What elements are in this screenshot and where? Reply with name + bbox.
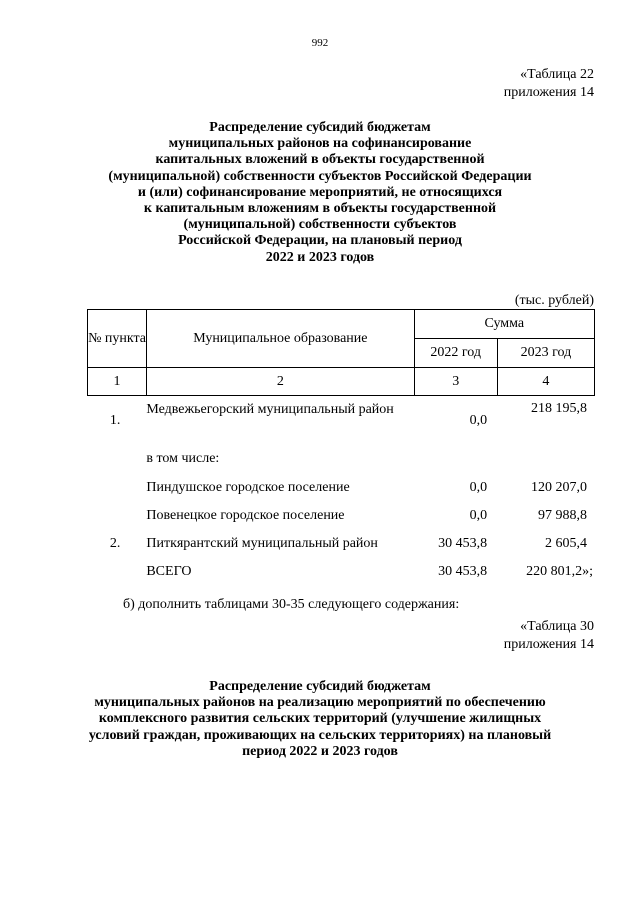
row-name: ВСЕГО (146, 564, 192, 579)
units-label: (тыс. рублей) (514, 293, 594, 308)
row-2022: 0,0 (469, 413, 488, 428)
header-num: № пункта (88, 310, 147, 368)
row-num: 2. (109, 536, 121, 551)
row-name: Повенецкое городское поселение (146, 508, 345, 523)
title-subsidies-rural (60, 679, 580, 760)
row-2022: 0,0 (469, 480, 488, 495)
row-name: Питкярантский муниципальный район (146, 536, 378, 551)
caption-line: приложения 14 (503, 637, 594, 652)
caption-line: приложения 14 (503, 85, 594, 100)
row-2022: 30 453,8 (438, 564, 488, 579)
page-number: 992 (311, 37, 329, 49)
table-row (87, 530, 595, 558)
row-2022 (407, 444, 493, 474)
row-num (87, 558, 143, 586)
table-30-caption (504, 618, 594, 654)
row-2022: 0,0 (469, 508, 488, 523)
row-2022: 30 453,8 (438, 536, 488, 551)
title-line: Распределение субсидий бюджетам (209, 679, 431, 694)
title-subsidies-capital (70, 120, 570, 266)
header-col-2: 2 (147, 368, 415, 396)
header-col-4: 4 (497, 368, 594, 396)
table-row-total (87, 558, 595, 586)
table-row (87, 444, 595, 474)
header-sum: Сумма (414, 310, 594, 339)
title-line: условий граждан, проживающих на сельских территориях) на плановый (88, 727, 552, 743)
table-row (87, 502, 595, 530)
row-num (87, 502, 143, 530)
title-line: комплексного развития сельских территорий (улучшение жилищных (98, 711, 542, 727)
title-line: (муниципальной) собственности субъектов Российской Федерации (108, 168, 532, 184)
title-line: к капитальным вложениям в объекты государственной (143, 201, 497, 217)
row-num (87, 474, 143, 502)
table-22-caption (504, 66, 594, 102)
title-line: 2022 и 2023 годов (265, 249, 375, 265)
amendment-paragraph: б) дополнить таблицами 30-35 следующего содержания: (123, 597, 460, 612)
table-row (87, 398, 595, 444)
header-municipality: Муниципальное образование (147, 310, 415, 368)
header-col-1: 1 (88, 368, 147, 396)
title-line: (муниципальной) собственности субъектов (183, 217, 457, 233)
title-line: Распределение субсидий бюджетам (209, 120, 431, 135)
title-line: муниципальных районов на софинансирование (168, 136, 472, 152)
caption-line: «Таблица 22 (520, 67, 594, 82)
row-2023: 120 207,0 (531, 480, 587, 495)
header-2022: 2022 год (414, 339, 497, 368)
table-header (87, 309, 595, 396)
title-line: капитальных вложений в объекты государственной (155, 152, 485, 168)
title-line: период 2022 и 2023 годов (242, 743, 398, 759)
title-line: и (или) софинансирование мероприятий, не относящихся (137, 184, 503, 200)
row-2023: 218 195,8 (531, 401, 587, 416)
row-2023: 220 801,2»; (526, 564, 593, 579)
title-line: муниципальных районов на реализацию мероприятий по обеспечению (94, 695, 546, 711)
caption-line: «Таблица 30 (520, 619, 594, 634)
title-line: Российской Федерации, на плановый период (178, 233, 462, 249)
row-name: Пиндушское городское поселение (146, 480, 350, 495)
row-2023: 97 988,8 (538, 508, 587, 523)
table-body (87, 398, 595, 586)
header-col-3: 3 (414, 368, 497, 396)
row-name: Медвежьегорский муниципальный район (146, 402, 394, 417)
table-row (87, 474, 595, 502)
row-2023: 2 605,4 (545, 536, 587, 551)
header-2023: 2023 год (497, 339, 594, 368)
row-num (87, 444, 143, 474)
row-num: 1. (109, 413, 121, 428)
row-name: в том числе: (146, 451, 220, 466)
row-2023 (493, 444, 595, 474)
